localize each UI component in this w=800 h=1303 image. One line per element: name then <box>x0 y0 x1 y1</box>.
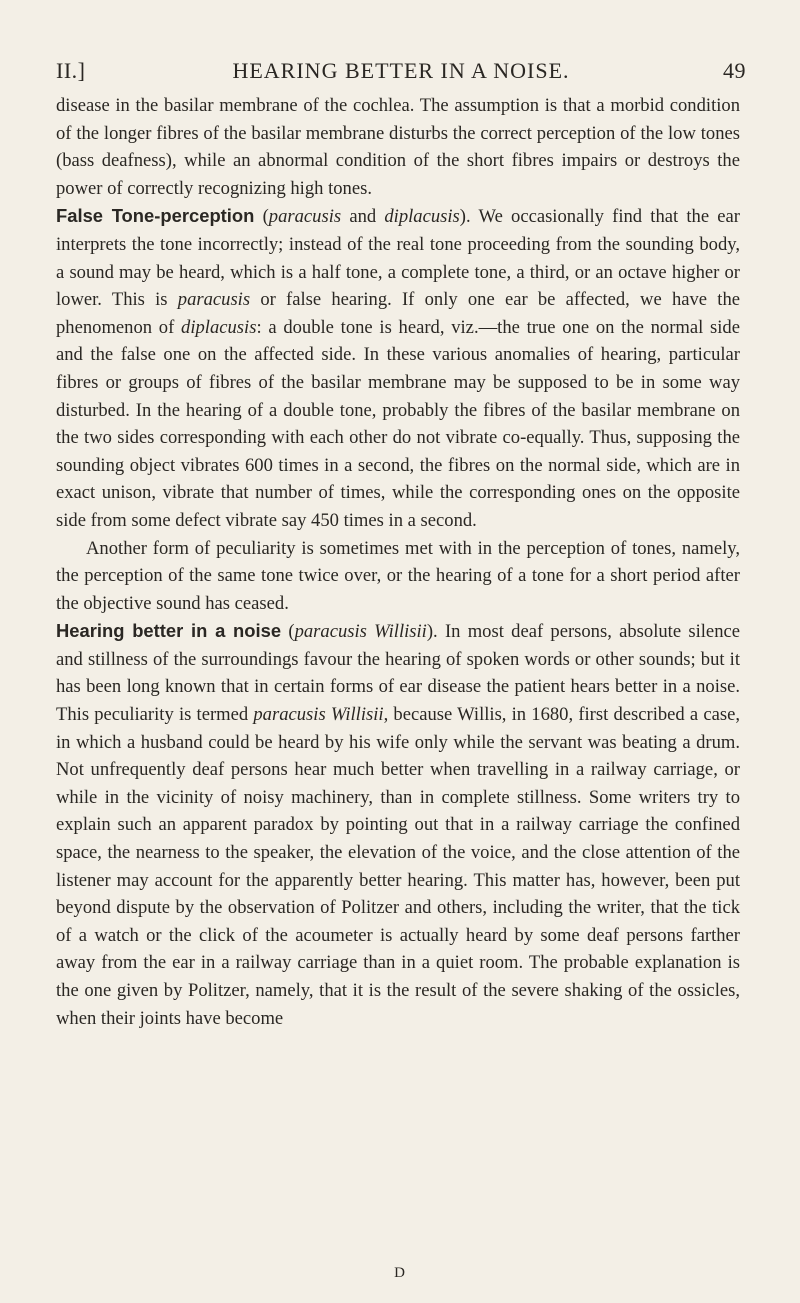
heading-term-paracusis: paracusis <box>268 206 342 228</box>
paragraph-peculiarity: Another form of peculiarity is sometimes met with in the perception of tones, namely, the perception of the same tone twice over, or the hearing of a tone for a short period after the objective sound has ceased. <box>56 537 740 614</box>
paragraph-hearing-better-in-noise <box>56 617 740 1032</box>
running-title: HEARING BETTER IN A NOISE. <box>232 58 570 83</box>
signature-mark: D <box>394 1265 406 1281</box>
section-heading-hearing-better: Hearing better in a noise <box>56 620 282 642</box>
heading-term-paracusis-willisii: paracusis Willisii <box>294 621 427 643</box>
paragraph-false-tone-perception <box>56 202 740 534</box>
term-paracusis-willisii: paracusis Willisii <box>253 704 384 726</box>
heading-paren-close: ). <box>426 621 438 643</box>
running-header <box>56 58 746 88</box>
paragraph-text: We occasionally find that the ear interprets the tone incorrectly; instead of the real tone proceeding from the sounding body, a sound may be heard, which is a half tone, a complete tone, a third, or an octave higher or lower. This is <box>56 206 740 311</box>
heading-paren-open: ( <box>254 206 269 228</box>
heading-conjunction: and <box>341 206 385 228</box>
paragraph-text: : a double tone is heard, viz.—the true one on the normal side and the false one on the affected side. In these various anomalies of hearing, particular fibres or groups of fibres of the basilar membrane may be supposed to be in some way disturbed. In the hearing of a double tone, probably the fibres of the basilar membrane on the two sides corresponding with each other do not vibrate co-equally. Thus, supposing the sounding object vibrates 600 times in a second, the fibres on the normal side, which are in exact unison, vibrate that number of times, while the corresponding ones on the opposite side from some defect vibrate say 450 times in a second. <box>56 316 740 531</box>
paragraph-text: In most deaf persons, absolute silence and stillness of the surroundings favour the hearing of spoken words or other sounds; but it has been long known that in certain forms of ear disease the patient hears better in a noise. This peculiarity is termed <box>56 621 740 726</box>
term-paracusis: paracusis <box>177 289 251 311</box>
section-heading-false-tone-perception: False Tone-perception <box>56 205 255 227</box>
heading-paren-open: ( <box>281 621 295 643</box>
page-number: 49 <box>723 58 746 83</box>
paragraph-text: , because Willis, in 1680, first described a case, in which a husband could be heard by his wife only while the servant was beating a drum. Not unfrequently deaf persons hear much better when travelling in a railway carriage, or while in the vicinity of noisy machinery, than in complete stillness. Some writers try to explain such an apparent paradox by pointing out that in a railway carriage the confined space, the nearness to the speaker, the elevation of the voice, and the close attention of the listener may account for the apparently better hearing. This matter has, however, been put beyond dispute by the observation of Politzer and others, including the writer, that the tick of a watch or the click of the acoumeter is actually heard by some deaf persons farther away from the ear in a railway carriage than in a quiet room. The probable explanation is the one given by Politzer, namely, that it is the result of the severe shaking of the ossicles, when their joints have become <box>56 704 740 1029</box>
section-number: II.] <box>56 58 86 83</box>
heading-term-diplacusis: diplacusis <box>384 206 460 228</box>
heading-paren-close: ). <box>459 206 471 228</box>
paragraph-text: or false hearing. If only one ear be affected, we have the phenomenon of <box>56 289 740 338</box>
term-diplacusis: diplacusis <box>181 316 257 338</box>
paragraph-continued: disease in the basilar membrane of the cochlea. The assumption is that a morbid condition of the longer fibres of the basilar membrane disturbs the correct perception of the low tones (bass deafness), while an abnormal condition of the short fibres impairs or destroys the power of correctly recognizing high tones. <box>56 95 740 199</box>
body-text <box>56 92 740 1032</box>
